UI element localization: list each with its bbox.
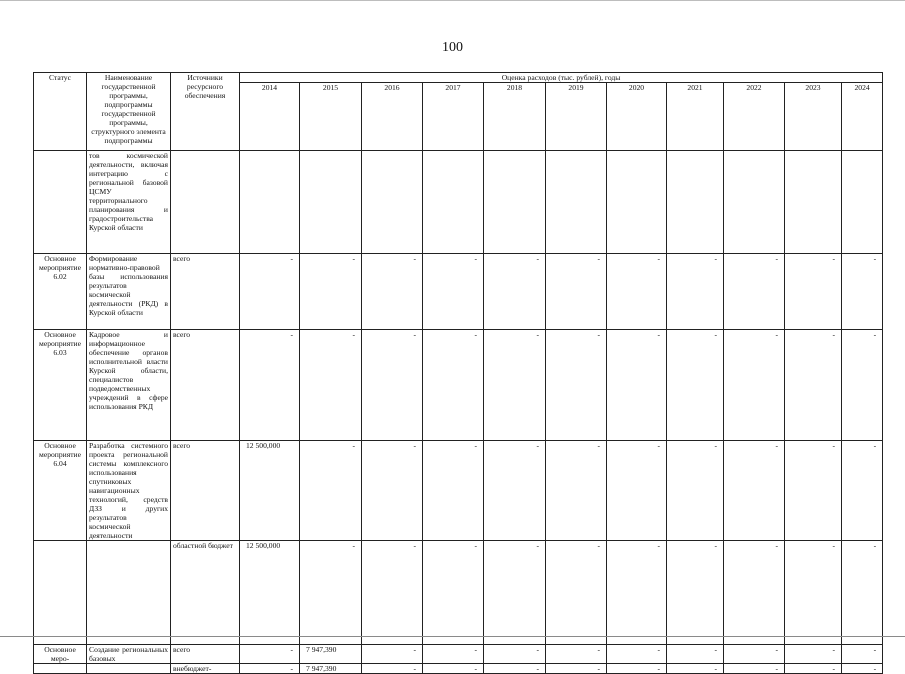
value-cell: - xyxy=(607,645,667,664)
value-cell: - xyxy=(300,441,362,541)
value-cell: - xyxy=(423,330,484,441)
value-cell xyxy=(785,151,842,254)
source-cell xyxy=(171,151,240,254)
value-cell: - xyxy=(423,664,484,674)
header-estimate: Оценка расходов (тыс. рублей), годы xyxy=(240,73,883,83)
value-cell: - xyxy=(362,645,423,664)
value-cell: - xyxy=(546,645,607,664)
header-year: 2014 xyxy=(240,83,300,151)
value-cell: - xyxy=(724,541,785,645)
value-cell: - xyxy=(785,645,842,664)
value-cell: - xyxy=(842,664,883,674)
name-cell: Кадровое и информационное обеспечение органов исполнительной власти Курской области, специалистов подведомственных учреждений в сфере использования РКД xyxy=(87,330,171,441)
value-cell: 7 947,390 xyxy=(300,664,362,674)
source-cell: всего xyxy=(171,254,240,330)
value-cell: - xyxy=(785,441,842,541)
bottom-scan-edge xyxy=(0,636,905,637)
source-cell: областной бюджет xyxy=(171,541,240,645)
value-cell: - xyxy=(667,330,724,441)
source-cell: всего xyxy=(171,330,240,441)
value-cell: - xyxy=(423,645,484,664)
value-cell xyxy=(423,151,484,254)
table-row xyxy=(34,254,883,330)
status-cell xyxy=(34,151,87,254)
header-year: 2022 xyxy=(724,83,785,151)
value-cell: - xyxy=(484,664,546,674)
value-cell: - xyxy=(423,541,484,645)
value-cell: - xyxy=(362,541,423,645)
value-cell: - xyxy=(546,541,607,645)
header-name: Наименование государственной программы, подпрограммы государственной программы, структурного элемента подпрограммы xyxy=(87,73,171,151)
value-cell xyxy=(240,151,300,254)
status-cell: Основное меро- xyxy=(34,645,87,664)
value-cell xyxy=(842,151,883,254)
value-cell: - xyxy=(607,441,667,541)
name-cell xyxy=(87,541,171,645)
value-cell: - xyxy=(667,441,724,541)
value-cell xyxy=(724,151,785,254)
header-year: 2019 xyxy=(546,83,607,151)
value-cell: - xyxy=(842,441,883,541)
value-cell xyxy=(362,151,423,254)
status-cell: Основное мероприятие 6.03 xyxy=(34,330,87,441)
header-year: 2023 xyxy=(785,83,842,151)
value-cell: - xyxy=(724,664,785,674)
status-cell xyxy=(34,664,87,674)
status-cell: Основное мероприятие 6.02 xyxy=(34,254,87,330)
value-cell: - xyxy=(300,330,362,441)
value-cell: - xyxy=(785,664,842,674)
name-cell xyxy=(87,664,171,674)
table-row xyxy=(34,645,883,664)
value-cell: - xyxy=(785,330,842,441)
value-cell: - xyxy=(362,254,423,330)
value-cell: - xyxy=(300,254,362,330)
value-cell: - xyxy=(484,645,546,664)
value-cell: - xyxy=(484,330,546,441)
budget-table xyxy=(33,72,883,674)
name-cell: Разработка системного проекта региональной системы комплексного использования спутниковых навигационных технологий, средств ДЗЗ и других результатов космической деятельности xyxy=(87,441,171,541)
status-cell xyxy=(34,541,87,645)
value-cell: - xyxy=(667,254,724,330)
header-year: 2024 xyxy=(842,83,883,151)
value-cell: - xyxy=(546,441,607,541)
value-cell: 12 500,000 xyxy=(240,441,300,541)
value-cell: - xyxy=(423,441,484,541)
table-body xyxy=(34,151,883,674)
header-year: 2017 xyxy=(423,83,484,151)
value-cell xyxy=(546,151,607,254)
source-cell: всего xyxy=(171,645,240,664)
value-cell: - xyxy=(546,664,607,674)
value-cell xyxy=(667,151,724,254)
value-cell: - xyxy=(785,541,842,645)
value-cell: - xyxy=(362,330,423,441)
value-cell: - xyxy=(724,645,785,664)
header-year: 2020 xyxy=(607,83,667,151)
table-row xyxy=(34,541,883,645)
value-cell: - xyxy=(842,645,883,664)
value-cell: - xyxy=(724,254,785,330)
status-cell: Основное мероприятие 6.04 xyxy=(34,441,87,541)
value-cell: - xyxy=(362,664,423,674)
value-cell: - xyxy=(724,330,785,441)
name-cell: тов космической деятельности, включая интеграцию с региональной базовой ЦСМУ территориального планирования и градостроительства Курской области xyxy=(87,151,171,254)
top-scan-edge xyxy=(0,0,905,1)
header-sources: Источники ресурсного обеспечения xyxy=(171,73,240,151)
value-cell: - xyxy=(607,254,667,330)
value-cell: - xyxy=(484,541,546,645)
value-cell: - xyxy=(607,664,667,674)
header-year: 2016 xyxy=(362,83,423,151)
value-cell: - xyxy=(667,664,724,674)
value-cell: - xyxy=(240,254,300,330)
header-year: 2015 xyxy=(300,83,362,151)
value-cell: - xyxy=(842,330,883,441)
value-cell xyxy=(607,151,667,254)
source-cell: всего xyxy=(171,441,240,541)
value-cell: - xyxy=(607,541,667,645)
table-row xyxy=(34,441,883,541)
table-row xyxy=(34,330,883,441)
table-row xyxy=(34,664,883,674)
value-cell xyxy=(484,151,546,254)
header-year: 2018 xyxy=(484,83,546,151)
header-status: Статус xyxy=(34,73,87,151)
value-cell: - xyxy=(240,645,300,664)
name-cell: Создание региональных базовых xyxy=(87,645,171,664)
value-cell: - xyxy=(362,441,423,541)
value-cell: - xyxy=(842,541,883,645)
name-cell: Формирование нормативно-правовой базы использования результатов космической деятельности (РКД) в Курской области xyxy=(87,254,171,330)
value-cell: - xyxy=(484,254,546,330)
value-cell: 12 500,000 xyxy=(240,541,300,645)
value-cell: - xyxy=(546,330,607,441)
table-header xyxy=(34,73,883,151)
value-cell: - xyxy=(785,254,842,330)
value-cell: - xyxy=(607,330,667,441)
value-cell: - xyxy=(667,541,724,645)
value-cell: - xyxy=(484,441,546,541)
value-cell: 7 947,390 xyxy=(300,645,362,664)
value-cell: - xyxy=(423,254,484,330)
value-cell: - xyxy=(667,645,724,664)
value-cell: - xyxy=(240,664,300,674)
value-cell: - xyxy=(300,541,362,645)
header-year: 2021 xyxy=(667,83,724,151)
source-cell: внебюджет- xyxy=(171,664,240,674)
value-cell: - xyxy=(240,330,300,441)
table-row xyxy=(34,151,883,254)
value-cell: - xyxy=(546,254,607,330)
value-cell: - xyxy=(724,441,785,541)
value-cell xyxy=(300,151,362,254)
page-number: 100 xyxy=(442,40,463,55)
value-cell: - xyxy=(842,254,883,330)
